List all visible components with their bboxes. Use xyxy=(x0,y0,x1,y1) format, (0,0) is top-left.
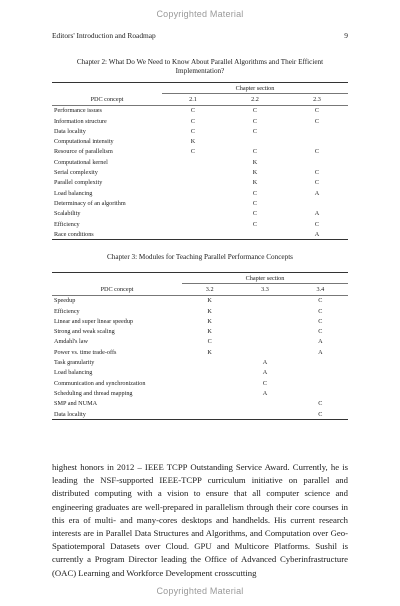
concept-cell: Amdahl's law xyxy=(54,338,88,346)
table-row xyxy=(52,337,348,347)
rating-cell: A xyxy=(318,348,323,356)
concept-cell: Data locality xyxy=(52,409,182,420)
table-row xyxy=(52,136,348,146)
table1-col-header: 2.3 xyxy=(286,94,348,105)
rating-cell xyxy=(162,209,224,219)
table-row xyxy=(52,209,348,219)
rating-cell: C xyxy=(252,107,258,115)
body-paragraph: highest honors in 2012 – IEEE TCPP Outstanding Service Award. Currently, he is leading the NSF-supported IEEE-TCPP curriculum initiative on parallel and distributed computing with a vision to ensure that all computer science and engineering graduates are well-prepared in parallelism through their core courses in this era of multi- and many-cores desktops and handhelds. His current research interests are in Parallel Data Structures and Algorithms, and Computation over Geo-Spatiotemporal Datasets over Cloud. GPU and Multicore Platforms. Sushil is currently a Program Director leading the Office of Advanced Cyberinfrastructure (OAC) Learning and Workforce Development crosscutting xyxy=(52,462,348,578)
rating-cell xyxy=(182,378,237,388)
rating-cell: C xyxy=(314,169,320,177)
rating-cell: C xyxy=(190,127,196,135)
rating-cell xyxy=(286,198,348,208)
rating-cell xyxy=(182,357,237,367)
rating-cell: C xyxy=(318,297,323,305)
table-row xyxy=(52,198,348,208)
table1-col-header: 2.1 xyxy=(162,94,224,105)
chapter2-concept-table xyxy=(52,82,348,240)
concept-cell: Linear and super linear speedup xyxy=(54,317,134,325)
concept-cell: Speedup xyxy=(54,297,76,305)
rating-cell xyxy=(162,229,224,240)
rating-cell: K xyxy=(252,169,258,177)
concept-cell: Load balancing xyxy=(54,369,93,377)
table2-col-header: 3.4 xyxy=(293,284,348,295)
rating-cell xyxy=(286,136,348,146)
concept-cell: Information structure xyxy=(54,117,107,125)
rating-cell xyxy=(162,198,224,208)
running-head xyxy=(52,31,348,40)
concept-cell: Communication and synchronization xyxy=(54,379,146,387)
rating-cell xyxy=(162,219,224,229)
rating-cell: A xyxy=(262,369,268,377)
page-number: 9 xyxy=(344,31,348,40)
rating-cell: C xyxy=(318,317,323,325)
concept-cell: Power vs. time trade-offs xyxy=(54,348,117,356)
rating-cell: C xyxy=(252,220,258,228)
rating-cell xyxy=(182,388,237,398)
rating-cell xyxy=(293,378,348,388)
table-row xyxy=(52,326,348,336)
table-row xyxy=(52,167,348,177)
concept-cell: Computational kernel xyxy=(54,158,108,166)
table-row xyxy=(52,409,348,420)
watermark-top: Copyrighted Material xyxy=(156,9,244,19)
table2-concept-header: PDC concept xyxy=(52,284,182,295)
rating-cell xyxy=(182,368,237,378)
rating-cell xyxy=(237,337,292,347)
rating-cell: A xyxy=(318,338,323,346)
rating-cell: C xyxy=(314,220,320,228)
table-row xyxy=(52,188,348,198)
table-row xyxy=(52,306,348,316)
table1-caption: Chapter 2: What Do We Need to Know About Parallel Algorithms and Their Efficient Implementation? xyxy=(76,58,324,75)
rating-cell: C xyxy=(252,148,258,156)
concept-cell: SMP and NUMA xyxy=(54,400,98,408)
concept-cell: Parallel complexity xyxy=(54,179,103,187)
rating-cell xyxy=(162,167,224,177)
table1-span-header: Chapter section xyxy=(162,83,348,94)
rating-cell: C xyxy=(318,307,323,315)
concept-cell: Data locality xyxy=(54,127,86,135)
concept-cell: Strong and weak scaling xyxy=(54,328,115,336)
table-row xyxy=(52,178,348,188)
concept-cell: Efficiency xyxy=(54,220,80,228)
running-head-title: Editors' Introduction and Roadmap xyxy=(52,31,156,40)
table-row xyxy=(52,147,348,157)
concept-cell: Efficiency xyxy=(54,307,80,315)
rating-cell xyxy=(237,326,292,336)
rating-cell: C xyxy=(190,148,196,156)
rating-cell xyxy=(237,316,292,326)
rating-cell xyxy=(224,229,286,240)
rating-cell: C xyxy=(314,179,320,187)
table1-concept-header: PDC concept xyxy=(52,94,162,105)
rating-cell: C xyxy=(252,117,258,125)
table-row xyxy=(52,126,348,136)
table-row xyxy=(52,347,348,357)
concept-cell: Load balancing xyxy=(54,189,93,197)
table-row xyxy=(52,399,348,409)
rating-cell: C xyxy=(252,210,258,218)
rating-cell: C xyxy=(252,189,258,197)
table-row xyxy=(52,105,348,116)
rating-cell: A xyxy=(262,389,268,397)
rating-cell: K xyxy=(252,179,258,187)
rating-cell: C xyxy=(190,117,196,125)
rating-cell xyxy=(224,136,286,146)
table-row xyxy=(52,157,348,167)
concept-cell: Task granularity xyxy=(54,359,95,367)
rating-cell: A xyxy=(286,229,348,240)
rating-cell xyxy=(162,188,224,198)
rating-cell xyxy=(237,347,292,357)
table-row xyxy=(52,388,348,398)
rating-cell: K xyxy=(207,297,212,305)
table2-col-header: 3.2 xyxy=(182,284,237,295)
rating-cell: C xyxy=(252,199,258,207)
concept-cell: Resource of parallelism xyxy=(54,148,113,156)
rating-cell: K xyxy=(252,158,258,166)
table-row xyxy=(52,116,348,126)
rating-cell: K xyxy=(207,328,212,336)
rating-cell: K xyxy=(207,348,212,356)
table2-caption: Chapter 3: Modules for Teaching Parallel Performance Concepts xyxy=(107,253,293,261)
watermark-bottom: Copyrighted Material xyxy=(156,586,244,596)
table-row xyxy=(52,316,348,326)
concept-cell: Scheduling and thread mapping xyxy=(54,389,133,397)
rating-cell xyxy=(162,178,224,188)
table2-span-header: Chapter section xyxy=(182,273,348,284)
table-row xyxy=(52,219,348,229)
rating-cell xyxy=(182,399,237,409)
rating-cell: C xyxy=(314,117,320,125)
rating-cell xyxy=(293,357,348,367)
rating-cell xyxy=(293,368,348,378)
rating-cell xyxy=(237,399,292,409)
rating-cell: K xyxy=(190,138,196,146)
rating-cell: C xyxy=(318,328,323,336)
rating-cell xyxy=(293,388,348,398)
rating-cell xyxy=(162,157,224,167)
rating-cell xyxy=(237,295,292,306)
table-row xyxy=(52,378,348,388)
rating-cell: C xyxy=(318,400,323,408)
rating-cell: A xyxy=(262,359,268,367)
concept-cell: Serial complexity xyxy=(54,169,98,177)
rating-cell: C xyxy=(293,409,348,420)
rating-cell: A xyxy=(314,189,320,197)
concept-cell: Computational intensity xyxy=(54,138,114,146)
concept-cell: Performance issues xyxy=(54,107,102,115)
rating-cell: C xyxy=(314,107,320,115)
rating-cell: C xyxy=(262,379,268,387)
table2-col-header: 3.3 xyxy=(237,284,292,295)
concept-cell: Determinacy of an algorithm xyxy=(54,199,126,207)
table-row xyxy=(52,357,348,367)
rating-cell: C xyxy=(190,107,196,115)
rating-cell xyxy=(286,157,348,167)
table-row xyxy=(52,229,348,240)
concept-cell: Scalability xyxy=(54,210,81,218)
chapter3-concept-table xyxy=(52,272,348,420)
concept-cell: Race conditions xyxy=(52,229,162,240)
rating-cell: C xyxy=(314,148,320,156)
rating-cell: K xyxy=(207,307,212,315)
rating-cell xyxy=(237,409,292,420)
rating-cell xyxy=(237,306,292,316)
table1-col-header: 2.2 xyxy=(224,94,286,105)
table-row xyxy=(52,295,348,306)
rating-cell xyxy=(286,126,348,136)
rating-cell: K xyxy=(207,317,212,325)
table-row xyxy=(52,368,348,378)
rating-cell: A xyxy=(314,210,320,218)
rating-cell xyxy=(182,409,237,420)
rating-cell: C xyxy=(252,127,258,135)
rating-cell: C xyxy=(207,338,212,346)
